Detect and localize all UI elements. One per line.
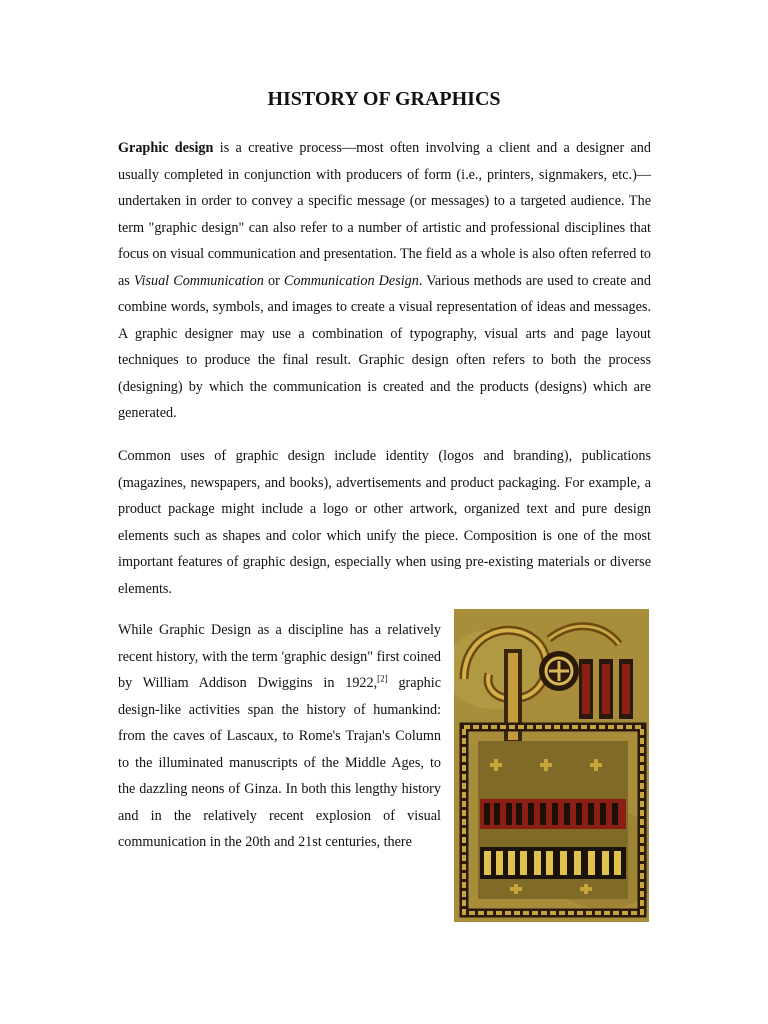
paragraph-2: Common uses of graphic design include identity (logos and branding), publications (magazines, newspapers, and books), advertisements and product packaging. For example, a product package might include a logo or other artwork, organized text and pure design elements such as shapes and color which unify the piece. Composition is one of the most important features of graphic design, especially when using pre-existing materials or diverse elements.	[118, 448, 651, 597]
letter-fill	[582, 664, 590, 714]
paragraph-1	[118, 135, 651, 427]
paragraph-1-text-c: . Various methods are used to create and combine words, symbols, and images to create a visual representation of ideas and messages. A graphic designer may use a combination of typography, visual arts and page layout techniques to produce the final result. Graphic design often refers to both the process (designing) by which the communication is created and the products (designs) which are generated.	[118, 272, 651, 421]
paragraph-3-text-a: While Graphic Design as a discipline has a relatively recent history, with the term 'graphic design" first coined by William Addison Dwiggins in 1922,	[118, 622, 441, 691]
italic-term-2: Communication Design	[283, 272, 419, 289]
letter-fill	[602, 664, 610, 714]
gold-text-band	[480, 847, 626, 879]
lead-term: Graphic design	[118, 140, 214, 156]
page-title: HISTORY OF GRAPHICS	[267, 88, 501, 110]
red-text-band	[480, 799, 626, 829]
italic-term-1: Visual Communication	[133, 272, 264, 289]
paragraph-1-text-a: is a creative process—most often involving a client and a designer and usually completed in conjunction with producers of form (i.e., printers, signmakers, etc.)—undertaken in order to convey a specific message (or messages) to a targeted audience. The term "graphic design" can also refer to a number of artistic and professional disciplines that focus on visual communication and presentation. The field as a whole is also often referred to as	[118, 140, 651, 289]
paragraph-1-text-b: or	[263, 272, 284, 289]
letter-fill	[622, 664, 630, 714]
paragraph-3	[118, 617, 441, 856]
footnote-ref[interactable]: [2]	[377, 673, 388, 684]
illuminated-manuscript-image	[454, 609, 649, 922]
paragraph-3-text-b: graphic design-like activities span the history of humankind: from the caves of Lascaux, to Rome's Trajan's Column to the illuminated manuscripts of the Middle Ages, to the dazzling neons of Ginza. In both this lengthy history and in the relatively recent explosion of visual communication in the 20th and 21st centuries, there	[118, 675, 441, 850]
manuscript-illustration	[454, 609, 649, 922]
